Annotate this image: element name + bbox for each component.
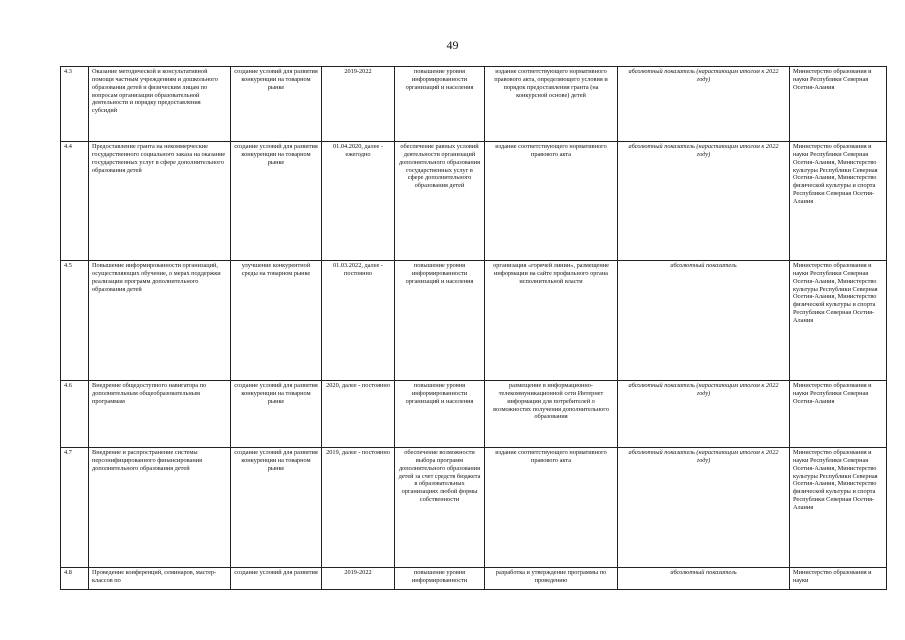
indicator-cell: абсолютный показатель xyxy=(618,568,790,590)
document-cell: издание соответствующего нормативного правового акта xyxy=(485,448,618,568)
event-cell: Проведение конференций, семинаров, мастер-классов по xyxy=(89,568,231,590)
indicator-cell: абсолютный показатель (нарастающим итогом к 2022 году) xyxy=(618,381,790,448)
table-row xyxy=(61,67,887,142)
event-cell: Внедрение общедоступного навигатора по дополнительным общеобразовательным программам xyxy=(89,381,231,448)
executor-cell: Министерство образования и науки Республики Северная Осетия-Алания xyxy=(790,381,887,448)
document-cell: издание соответствующего нормативного правового акта xyxy=(485,142,618,261)
term-cell: 2019, далее - постоянно xyxy=(322,448,395,568)
measures-table xyxy=(60,66,887,590)
row-number: 4.8 xyxy=(61,568,89,590)
indicator-cell: абсолютный показатель (нарастающим итогом к 2022 году) xyxy=(618,67,790,142)
goal-cell: улучшение конкурентной среды на товарном рынке xyxy=(231,261,322,381)
table-row xyxy=(61,142,887,261)
result-cell: повышение уровня информированности организаций и населения xyxy=(395,261,485,381)
term-cell: 2019-2022 xyxy=(322,67,395,142)
row-number: 4.5 xyxy=(61,261,89,381)
executor-cell: Министерство образования и науки Республики Северная Осетия-Алания, Министерство культуры Республики Северная Осетия-Алания, Министерство физической культуры и спорта Республики Северная Осетия-Алания xyxy=(790,261,887,381)
table-row xyxy=(61,261,887,381)
event-cell: Внедрение и распространение системы персонифицированного финансирования дополнительного образования детей xyxy=(89,448,231,568)
document-cell: размещение в информационно-телекоммуникационной сети Интернет информации для потребителей о возможностях получения дополнительного образования xyxy=(485,381,618,448)
goal-cell: создание условий для развития конкуренции на товарном рынке xyxy=(231,381,322,448)
row-number: 4.3 xyxy=(61,67,89,142)
goal-cell: создание условий для развития конкуренции на товарном рынке xyxy=(231,67,322,142)
goal-cell: создание условий для развития конкуренции на товарном рынке xyxy=(231,448,322,568)
document-cell: разработка и утверждение программы по проведению xyxy=(485,568,618,590)
goal-cell: создание условий для развития конкуренции на товарном рынке xyxy=(231,142,322,261)
result-cell: обеспечение равных условий деятельности организаций дополнительного образования государственных услуг в сфере дополнительного образования детей xyxy=(395,142,485,261)
table-row xyxy=(61,381,887,448)
indicator-cell: абсолютный показатель (нарастающим итогом к 2022 году) xyxy=(618,448,790,568)
result-cell: повышение уровня информированности организаций и населения xyxy=(395,381,485,448)
table-row xyxy=(61,568,887,590)
event-cell: Оказание методической и консультативной помощи частным учреждениям и дошкольного образования детей и физическим лицам по вопросам организации образовательной деятельности и порядку предоставления субсидий xyxy=(89,67,231,142)
indicator-cell: абсолютный показатель (нарастающим итогом к 2022 году) xyxy=(618,142,790,261)
term-cell: 01.04.2020, далее - ежегодно xyxy=(322,142,395,261)
event-cell: Предоставление гранта на некоммерческие государственного социального заказа на оказание государственных услуг в сфере дополнительного образования детей xyxy=(89,142,231,261)
executor-cell: Министерство образования и науки xyxy=(790,568,887,590)
row-number: 4.6 xyxy=(61,381,89,448)
indicator-cell: абсолютный показатель xyxy=(618,261,790,381)
document-cell: издание соответствующего нормативного правового акта, определяющего условия и порядок предоставления гранта (на конкурсной основе) детей xyxy=(485,67,618,142)
executor-cell: Министерство образования и науки Республики Северная Осетия-Алания, Министерство культуры Республики Северная Осетия-Алания, Министерство физической культуры и спорта Республики Северная Осетия-Алания xyxy=(790,142,887,261)
result-cell: повышение уровня информированности организаций и населения xyxy=(395,67,485,142)
term-cell: 2020, далее - постоянно xyxy=(322,381,395,448)
result-cell: обеспечение возможности выбора программ дополнительного образования детей за счет средств бюджета в образовательных организациях любой формы собственности xyxy=(395,448,485,568)
result-cell: повышение уровня информированности xyxy=(395,568,485,590)
executor-cell: Министерство образования и науки Республики Северная Осетия-Алания xyxy=(790,67,887,142)
page-number: 49 xyxy=(446,38,459,52)
executor-cell: Министерство образования и науки Республики Северная Осетия-Алания, Министерство культуры Республики Северная Осетия-Алания, Министерство физической культуры и спорта Республики Северная Осетия-Алания xyxy=(790,448,887,568)
goal-cell: создание условий для развития xyxy=(231,568,322,590)
term-cell: 01.03.2022, далее - постоянно xyxy=(322,261,395,381)
document-cell: организация «горячей линии», размещение информации на сайте профильного органа исполнительной власти xyxy=(485,261,618,381)
row-number: 4.4 xyxy=(61,142,89,261)
row-number: 4.7 xyxy=(61,448,89,568)
table-row xyxy=(61,448,887,568)
event-cell: Повышение информированности организаций, осуществляющих обучение, о мерах поддержки реализации программ дополнительного образования детей xyxy=(89,261,231,381)
term-cell: 2019-2022 xyxy=(322,568,395,590)
